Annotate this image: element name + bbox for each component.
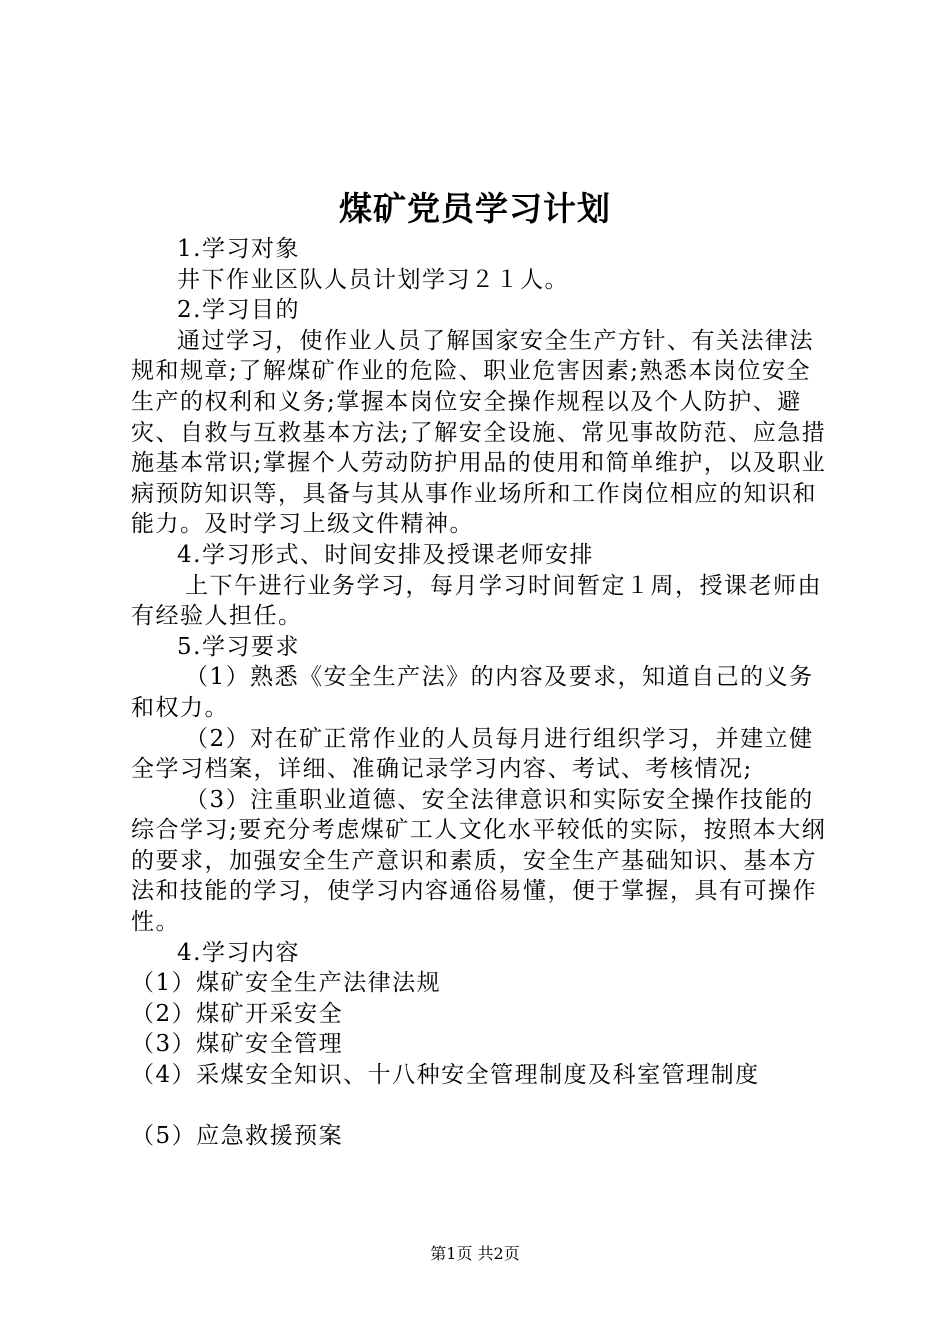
list-item-content-3: （3）煤矿安全管理 [131, 1031, 344, 1058]
list-item-content-2: （2）煤矿开采安全 [131, 1000, 344, 1027]
paragraph-requirement-3: （3）注重职业道德、安全法律意识和实际安全操作技能的综合学习;要充分考虑煤矿工人文化水平较低的实际，按照本大纲的要求，加强安全生产意识和素质，安全生产基础知识、基本方法和技能的学习，使学习内容通俗易懂，便于掌握，具有可操作性。 [131, 786, 827, 936]
section-heading-study-content: 4.学习内容 [177, 939, 300, 966]
section-heading-study-requirements: 5.学习要求 [177, 633, 300, 660]
list-item-content-4: （4）采煤安全知识、十八种安全管理制度及科室管理制度 [131, 1062, 760, 1089]
document-title: 煤矿党员学习计划 [339, 189, 611, 228]
paragraph-study-target: 井下作业区队人员计划学习２１人。 [177, 266, 569, 293]
blank-line [131, 1091, 831, 1121]
paragraph-study-purpose: 通过学习，使作业人员了解国家安全生产方针、有关法律法规和规章;了解煤矿作业的危险、职业危害因素;熟悉本岗位安全生产的权利和义务;掌握本岗位安全操作规程以及个人防护、避灾、自救与互救基本方法;了解安全设施、常见事故防范、应急措施基本常识;掌握个人劳动防护用品的使用和简单维护，以及职业病预防知识等，具备与其从事作业场所和工作岗位相应的知识和能力。及时学习上级文件精神。 [131, 327, 827, 538]
page-footer: 第1页 共2页 [430, 1244, 520, 1263]
paragraph-study-form: 上下午进行业务学习，每月学习时间暂定１周，授课老师由有经验人担任。 [131, 572, 822, 630]
list-item-content-5: （5）应急救援预案 [131, 1122, 344, 1149]
paragraph-requirement-2: （2）对在矿正常作业的人员每月进行组织学习，并建立健全学习档案，详细、准确记录学习内容、考试、考核情况; [131, 725, 814, 783]
document-body [131, 234, 831, 1151]
paragraph-requirement-1: （1）熟悉《安全生产法》的内容及要求，知道自己的义务和权力。 [131, 664, 814, 721]
list-item-content-1: （1）煤矿安全生产法律法规 [131, 970, 442, 997]
section-heading-study-target: 1.学习对象 [177, 236, 300, 262]
section-heading-study-form: 4.学习形式、时间安排及授课老师安排 [177, 541, 594, 568]
section-heading-study-purpose: 2.学习目的 [177, 297, 300, 324]
